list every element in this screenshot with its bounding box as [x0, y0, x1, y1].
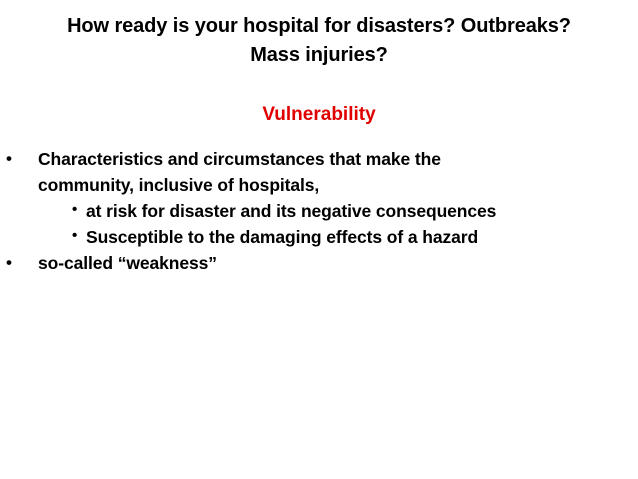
sub-bullet-1-text: at risk for disaster and its negative consequences — [86, 201, 497, 221]
sub-bullet-2-text: Susceptible to the damaging effects of a hazard — [86, 227, 479, 247]
sub-bullet-item-1 — [0, 198, 638, 224]
slide-title — [0, 12, 638, 70]
sub-bullet-dot-icon: • — [72, 201, 78, 218]
bullet-dot-icon: • — [6, 253, 12, 272]
sub-bullet-item-2 — [0, 224, 638, 250]
bullet-list — [0, 146, 638, 276]
bullet-1-line-1: Characteristics and circumstances that make the — [38, 149, 441, 169]
bullet-item-2 — [0, 250, 638, 276]
bullet-item-1 — [0, 146, 638, 198]
slide-subtitle: Vulnerability — [262, 104, 376, 125]
sub-bullet-dot-icon: • — [72, 227, 78, 244]
bullet-dot-icon: • — [6, 149, 12, 168]
bullet-2-line-1: so-called “weakness” — [38, 253, 217, 273]
bullet-1-line-2: community, inclusive of hospitals, — [38, 175, 320, 195]
title-line-1: How ready is your hospital for disasters? Outbreaks? — [67, 15, 571, 37]
title-line-2: Mass injuries? — [250, 44, 388, 66]
